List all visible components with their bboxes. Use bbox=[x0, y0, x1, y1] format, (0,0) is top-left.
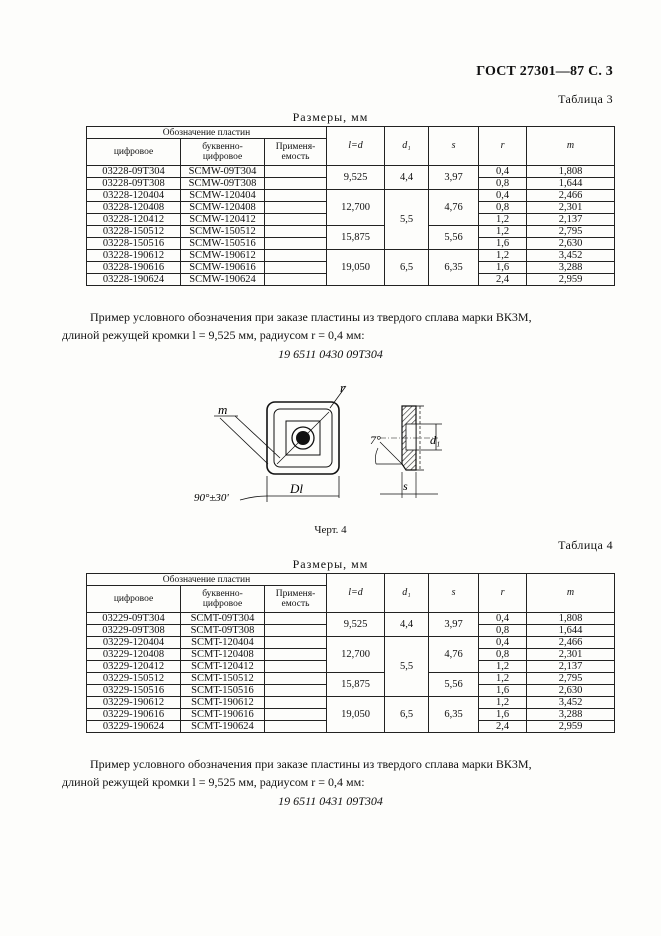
col-r-header: r bbox=[479, 574, 527, 613]
cell-use bbox=[265, 709, 327, 721]
col-m-header: m bbox=[527, 127, 615, 166]
cell-digital: 03229-120412 bbox=[87, 661, 181, 673]
cell-use bbox=[265, 214, 327, 226]
cell-digital: 03229-09T308 bbox=[87, 625, 181, 637]
cell-m: 3,288 bbox=[527, 709, 615, 721]
cell-use bbox=[265, 625, 327, 637]
cell-m: 1,644 bbox=[527, 625, 615, 637]
cell-r: 0,8 bbox=[479, 625, 527, 637]
cell-m: 1,808 bbox=[527, 613, 615, 625]
col-letter-header: буквенно-цифровое bbox=[181, 139, 265, 166]
cell-r: 1,6 bbox=[479, 238, 527, 250]
cell-l: 19,050 bbox=[327, 697, 385, 733]
cell-digital: 03229-120404 bbox=[87, 637, 181, 649]
cell-use bbox=[265, 190, 327, 202]
cell-letter: SCMT-150512 bbox=[181, 673, 265, 685]
cell-d1: 5,5 bbox=[385, 190, 429, 250]
cell-letter: SCMW-150516 bbox=[181, 238, 265, 250]
figure-caption: Черт. 4 bbox=[314, 524, 347, 536]
example1-line1: Пример условного обозначения при заказе пластины из твердого сплава марки ВК3М, bbox=[90, 310, 532, 324]
col-d1-header: d₁ bbox=[385, 574, 429, 613]
cell-s: 6,35 bbox=[429, 697, 479, 733]
table-row bbox=[87, 250, 615, 262]
table-row bbox=[87, 673, 615, 685]
header-row bbox=[87, 574, 615, 586]
cell-l: 9,525 bbox=[327, 613, 385, 637]
cell-l: 12,700 bbox=[327, 637, 385, 673]
cell-s: 3,97 bbox=[429, 613, 479, 637]
cell-r: 0,8 bbox=[479, 178, 527, 190]
cell-r: 1,2 bbox=[479, 226, 527, 238]
cell-letter: SCMT-09T304 bbox=[181, 613, 265, 625]
insert-front-view bbox=[267, 402, 339, 474]
cell-m: 2,959 bbox=[527, 721, 615, 733]
cell-r: 1,2 bbox=[479, 673, 527, 685]
cell-d1: 4,4 bbox=[385, 613, 429, 637]
example2-paragraph bbox=[62, 755, 600, 791]
cell-use bbox=[265, 697, 327, 709]
cell-s: 5,56 bbox=[429, 673, 479, 697]
cell-letter: SCMT-120404 bbox=[181, 637, 265, 649]
cell-letter: SCMT-120412 bbox=[181, 661, 265, 673]
cell-r: 0,8 bbox=[479, 202, 527, 214]
cell-letter: SCMW-150512 bbox=[181, 226, 265, 238]
cell-r: 1,2 bbox=[479, 214, 527, 226]
cell-r: 2,4 bbox=[479, 274, 527, 286]
cell-use bbox=[265, 166, 327, 178]
example1-line2: длиной режущей кромки l = 9,525 мм, радиусом r = 0,4 мм: bbox=[62, 328, 365, 342]
cell-use bbox=[265, 685, 327, 697]
col-d1-header: d₁ bbox=[385, 127, 429, 166]
cell-use bbox=[265, 661, 327, 673]
r-dimension bbox=[330, 380, 346, 408]
cell-d1: 6,5 bbox=[385, 697, 429, 733]
label-dl: Dl bbox=[290, 481, 303, 496]
cell-digital: 03228-190616 bbox=[87, 262, 181, 274]
cell-digital: 03228-190612 bbox=[87, 250, 181, 262]
cell-letter: SCMT-120408 bbox=[181, 649, 265, 661]
cell-l: 15,875 bbox=[327, 226, 385, 250]
cell-use bbox=[265, 649, 327, 661]
table-row bbox=[87, 613, 615, 625]
cell-m: 2,630 bbox=[527, 238, 615, 250]
col-digital-header: цифровое bbox=[87, 586, 181, 613]
cell-s: 4,76 bbox=[429, 637, 479, 673]
group-header: Обозначение пластин bbox=[87, 574, 327, 586]
cell-m: 2,301 bbox=[527, 649, 615, 661]
table-row bbox=[87, 226, 615, 238]
cell-r: 0,4 bbox=[479, 613, 527, 625]
cell-l: 15,875 bbox=[327, 673, 385, 697]
col-l-header: l=d bbox=[327, 574, 385, 613]
cell-m: 1,644 bbox=[527, 178, 615, 190]
cell-digital: 03229-190624 bbox=[87, 721, 181, 733]
example1-code: 19 6511 0430 09Т304 bbox=[278, 347, 383, 361]
cell-digital: 03228-150516 bbox=[87, 238, 181, 250]
cell-use bbox=[265, 673, 327, 685]
table4 bbox=[86, 573, 615, 733]
col-use-header: Применя-емость bbox=[265, 586, 327, 613]
cell-m: 2,795 bbox=[527, 673, 615, 685]
cell-r: 1,6 bbox=[479, 685, 527, 697]
cell-use bbox=[265, 202, 327, 214]
table4-label: Таблица 4 bbox=[558, 538, 613, 552]
cell-letter: SCMT-190616 bbox=[181, 709, 265, 721]
col-m-header: m bbox=[527, 574, 615, 613]
example2-line1: Пример условного обозначения при заказе пластины из твердого сплава марки ВК3М, bbox=[90, 757, 532, 771]
cell-m: 3,288 bbox=[527, 262, 615, 274]
cell-r: 1,2 bbox=[479, 697, 527, 709]
cell-use bbox=[265, 238, 327, 250]
cell-m: 2,630 bbox=[527, 685, 615, 697]
cell-letter: SCMW-190624 bbox=[181, 274, 265, 286]
cell-letter: SCMW-120412 bbox=[181, 214, 265, 226]
cell-s: 5,56 bbox=[429, 226, 479, 250]
cell-r: 0,4 bbox=[479, 190, 527, 202]
insert-section-view bbox=[370, 406, 442, 498]
cell-s: 4,76 bbox=[429, 190, 479, 226]
cell-r: 1,2 bbox=[479, 661, 527, 673]
cell-digital: 03228-150512 bbox=[87, 226, 181, 238]
cell-letter: SCMT-190624 bbox=[181, 721, 265, 733]
cell-use bbox=[265, 721, 327, 733]
cell-use bbox=[265, 262, 327, 274]
cell-use bbox=[265, 226, 327, 238]
cell-d1: 5,5 bbox=[385, 637, 429, 697]
cell-r: 0,8 bbox=[479, 649, 527, 661]
cell-digital: 03228-120404 bbox=[87, 190, 181, 202]
cell-l: 12,700 bbox=[327, 190, 385, 226]
example1-paragraph bbox=[62, 308, 600, 344]
col-r-header: r bbox=[479, 127, 527, 166]
group-header: Обозначение пластин bbox=[87, 127, 327, 139]
cell-digital: 03228-190624 bbox=[87, 274, 181, 286]
header-row bbox=[87, 127, 615, 139]
label-seven-deg: 7° bbox=[370, 433, 381, 447]
col-s-header: s bbox=[429, 127, 479, 166]
cell-letter: SCMT-150516 bbox=[181, 685, 265, 697]
cell-r: 1,2 bbox=[479, 250, 527, 262]
cell-letter: SCMW-190612 bbox=[181, 250, 265, 262]
page-header: ГОСТ 27301—87 С. 3 bbox=[476, 64, 613, 79]
cell-use bbox=[265, 613, 327, 625]
label-d1: d₁ bbox=[430, 433, 441, 447]
cell-r: 2,4 bbox=[479, 721, 527, 733]
cell-digital: 03228-09T308 bbox=[87, 178, 181, 190]
cell-m: 2,137 bbox=[527, 214, 615, 226]
cell-letter: SCMT-09T308 bbox=[181, 625, 265, 637]
label-angle: 90°±30' bbox=[194, 492, 229, 504]
cell-digital: 03229-190612 bbox=[87, 697, 181, 709]
cell-digital: 03229-150512 bbox=[87, 673, 181, 685]
example2-line2: длиной режущей кромки l = 9,525 мм, радиусом r = 0,4 мм: bbox=[62, 775, 365, 789]
cell-m: 2,466 bbox=[527, 637, 615, 649]
cell-use bbox=[265, 274, 327, 286]
cell-digital: 03229-190616 bbox=[87, 709, 181, 721]
cell-digital: 03229-120408 bbox=[87, 649, 181, 661]
col-letter-header: буквенно-цифровое bbox=[181, 586, 265, 613]
cell-l: 19,050 bbox=[327, 250, 385, 286]
cell-m: 2,466 bbox=[527, 190, 615, 202]
cell-m: 3,452 bbox=[527, 697, 615, 709]
label-m: m bbox=[218, 402, 228, 417]
cell-letter: SCMW-120408 bbox=[181, 202, 265, 214]
table3 bbox=[86, 126, 615, 286]
cell-m: 2,137 bbox=[527, 661, 615, 673]
dl-dimension bbox=[194, 476, 339, 504]
cell-l: 9,525 bbox=[327, 166, 385, 190]
col-use-header: Применя-емость bbox=[265, 139, 327, 166]
cell-d1: 4,4 bbox=[385, 166, 429, 190]
cell-digital: 03228-120412 bbox=[87, 214, 181, 226]
table-row bbox=[87, 697, 615, 709]
label-s: s bbox=[403, 479, 408, 493]
col-s-header: s bbox=[429, 574, 479, 613]
cell-d1: 6,5 bbox=[385, 250, 429, 286]
m-dimension bbox=[214, 402, 280, 464]
cell-m: 3,452 bbox=[527, 250, 615, 262]
table-row bbox=[87, 190, 615, 202]
table-row bbox=[87, 166, 615, 178]
cell-s: 6,35 bbox=[429, 250, 479, 286]
cell-r: 1,6 bbox=[479, 709, 527, 721]
table4-sizes-caption: Размеры, мм bbox=[292, 557, 369, 571]
cell-m: 2,301 bbox=[527, 202, 615, 214]
example2-code: 19 6511 0431 09Т304 bbox=[278, 794, 383, 808]
cell-r: 0,4 bbox=[479, 637, 527, 649]
cell-m: 2,795 bbox=[527, 226, 615, 238]
cell-digital: 03229-09T304 bbox=[87, 613, 181, 625]
cell-use bbox=[265, 637, 327, 649]
col-digital-header: цифровое bbox=[87, 139, 181, 166]
cell-use bbox=[265, 178, 327, 190]
table3-label: Таблица 3 bbox=[558, 92, 613, 106]
insert-drawing bbox=[180, 372, 480, 512]
cell-digital: 03228-120408 bbox=[87, 202, 181, 214]
cell-m: 2,959 bbox=[527, 274, 615, 286]
cell-digital: 03229-150516 bbox=[87, 685, 181, 697]
cell-r: 1,6 bbox=[479, 262, 527, 274]
cell-r: 0,4 bbox=[479, 166, 527, 178]
cell-m: 1,808 bbox=[527, 166, 615, 178]
table3-sizes-caption: Размеры, мм bbox=[292, 110, 369, 124]
cell-letter: SCMW-09T304 bbox=[181, 166, 265, 178]
table-row bbox=[87, 637, 615, 649]
cell-digital: 03228-09T304 bbox=[87, 166, 181, 178]
cell-letter: SCMW-190616 bbox=[181, 262, 265, 274]
cell-letter: SCMT-190612 bbox=[181, 697, 265, 709]
cell-letter: SCMW-120404 bbox=[181, 190, 265, 202]
cell-use bbox=[265, 250, 327, 262]
cell-s: 3,97 bbox=[429, 166, 479, 190]
label-r: r bbox=[340, 380, 346, 395]
col-l-header: l=d bbox=[327, 127, 385, 166]
cell-letter: SCMW-09T308 bbox=[181, 178, 265, 190]
